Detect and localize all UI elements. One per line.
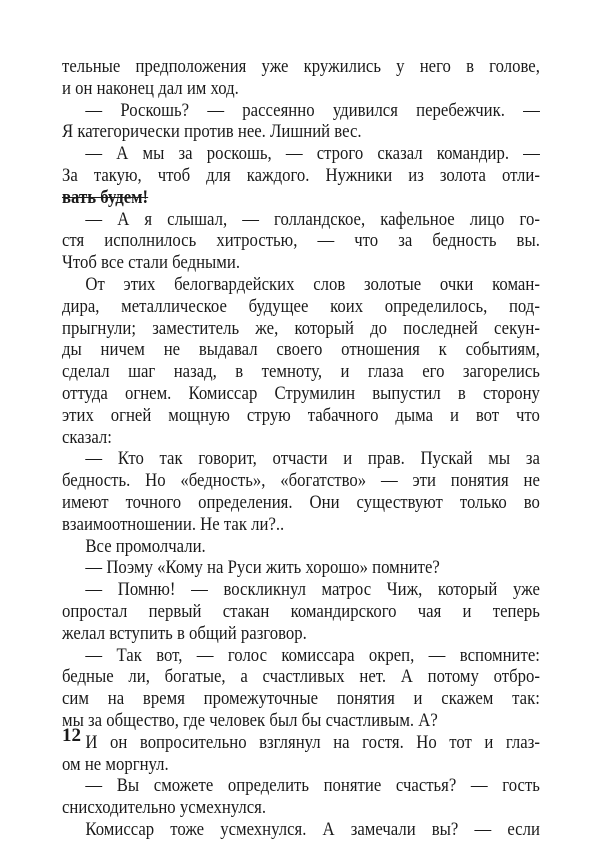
- text-line: мы за общество, где человек был бы счастливым. А?: [62, 709, 438, 731]
- text-line: Все промолчали.: [85, 535, 206, 557]
- text-line: бедные ли, богатые, а счастливых нет. А потому отбро-: [62, 666, 540, 688]
- text-line: Комиссар тоже усмехнулся. А замечали вы? — если: [85, 818, 540, 840]
- text-line: Я категорически против нее. Лишний вес.: [62, 121, 362, 143]
- text-line: желал вступить в общий разговор.: [62, 622, 307, 644]
- text-line: От этих белогвардейских слов золотые очки коман-: [85, 273, 540, 295]
- text-line: сделал шаг назад, в темноту, и глаза его загорелись: [62, 361, 540, 383]
- page-number: 12: [62, 725, 81, 746]
- text-line: — Кто так говорит, отчасти и прав. Пускай мы за: [85, 448, 540, 470]
- text-line: вать будем!: [62, 186, 149, 208]
- text-line: стя исполнилось хитростью, — что за бедность вы.: [62, 230, 540, 252]
- text-line: Чтоб все стали бедными.: [62, 252, 241, 274]
- text-line: имеют точного определения. Они существуют только во: [62, 491, 540, 513]
- text-line: — Вы сможете определить понятие счастья? — гость: [85, 775, 540, 797]
- text-line: снисходительно усмехнулся.: [62, 797, 267, 819]
- text-line: — А я слышал, — голландское, кафельное лицо го-: [85, 208, 540, 230]
- text-line: — А мы за роскошь, — строго сказал командир. —: [85, 143, 540, 165]
- text-line: ды ничем не выдавал своего отношения к событиям,: [62, 339, 540, 361]
- text-line: — Помню! — воскликнул матрос Чиж, который уже: [85, 579, 540, 601]
- text-line: тельные предположения уже кружились у него в голове,: [62, 56, 540, 77]
- text-line: и он наконец дал им ход.: [62, 77, 239, 99]
- text-line: сказал:: [62, 426, 112, 448]
- text-line: — Так вот, — голос комиссара окреп, — вспомните:: [85, 644, 540, 666]
- text-line: — Поэму «Кому на Руси жить хорошо» помните?: [85, 557, 440, 579]
- text-line: взаимоотношении. Не так ли?..: [62, 513, 285, 535]
- text-line: ом не моргнул.: [62, 753, 169, 775]
- text-line: этих огней мощную струю табачного дыма и вот что: [62, 404, 540, 426]
- text-line: опростал первый стакан командирского чая и теперь: [62, 600, 540, 622]
- text-line: сим на время промежуточные понятия и скажем так:: [62, 688, 540, 710]
- text-line: бедность. Но «бедность», «богатство» — эти понятия не: [62, 470, 540, 492]
- text-line: прыгнули; заместитель же, который до последней секун-: [62, 317, 540, 339]
- text-line: оттуда огнем. Комиссар Струмилин выпустил в сторону: [62, 382, 540, 404]
- text-line: дира, металлическое будущее коих определилось, под-: [62, 295, 540, 317]
- text-line: И он вопросительно взглянул на гостя. Но тот и глаз-: [85, 731, 540, 753]
- book-page-text: [62, 56, 540, 841]
- text-line: За такую, чтоб для каждого. Нужники из золота отли-: [62, 164, 540, 186]
- text-line: — Роскошь? — рассеянно удивился перебежчик. —: [85, 99, 540, 121]
